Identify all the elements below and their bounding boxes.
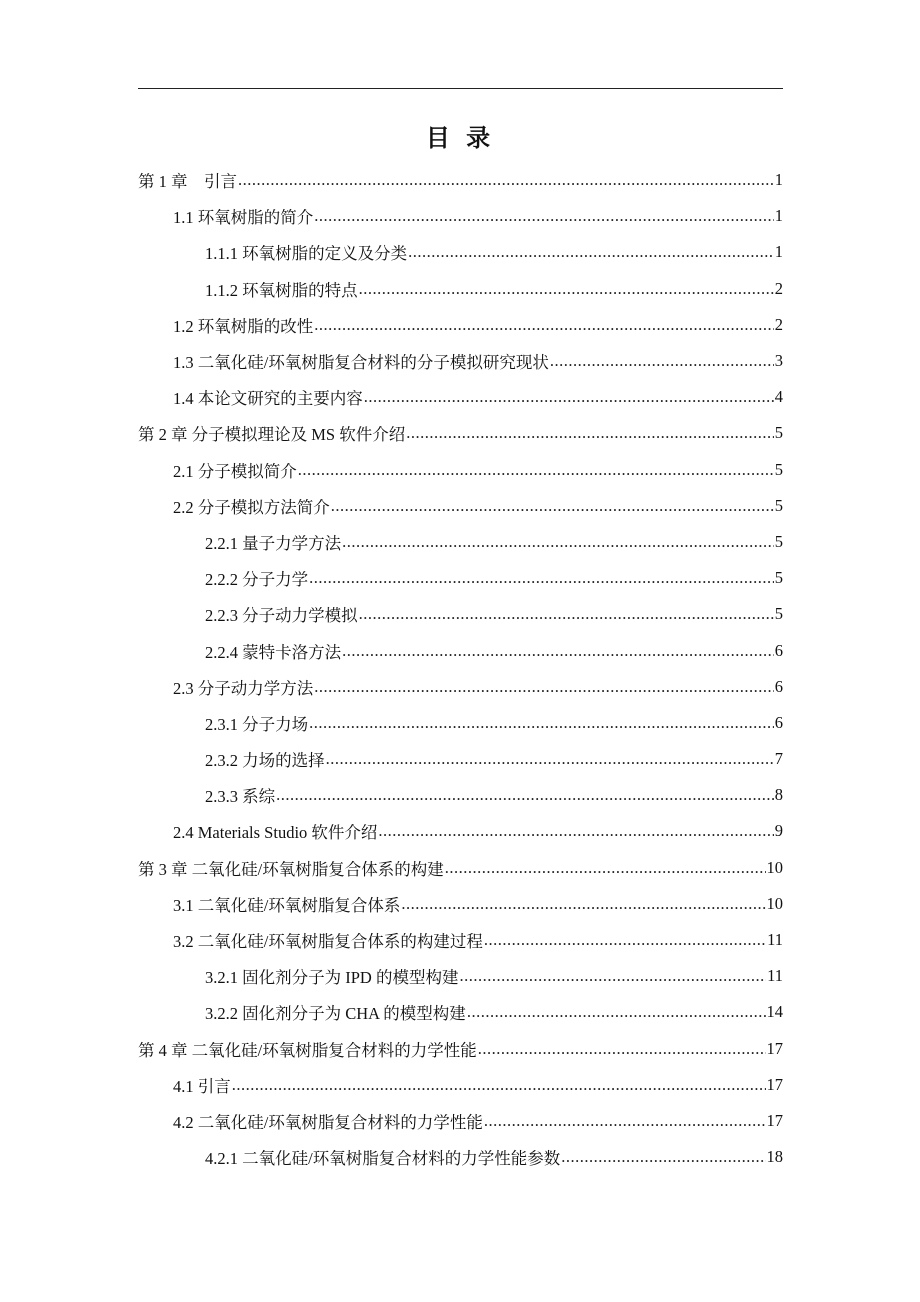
toc-entry-title: 第 4 章 二氧化硅/环氧树脂复合材料的力学性能 <box>138 1040 477 1060</box>
toc-entry[interactable] <box>138 379 783 415</box>
toc-entry-title: 3.2.1 固化剂分子为 IPD 的模型构建 <box>205 968 459 988</box>
toc-entry-title: 第 1 章 引言 <box>138 172 237 192</box>
table-of-contents <box>138 162 783 1175</box>
dot-leader <box>238 170 774 190</box>
toc-entry-title: 3.2 二氧化硅/环氧树脂复合体系的构建过程 <box>173 932 483 952</box>
toc-entry-title: 2.2 分子模拟方法简介 <box>173 497 330 517</box>
toc-entry-title: 2.3.3 系综 <box>205 787 276 807</box>
toc-entry[interactable] <box>138 307 783 343</box>
toc-entry[interactable] <box>138 343 783 379</box>
toc-entry-page-number: 17 <box>766 1110 783 1130</box>
dot-leader <box>342 641 774 661</box>
toc-entry-title: 1.1 环氧树脂的简介 <box>173 208 314 228</box>
toc-entry-page-number: 11 <box>767 966 783 986</box>
toc-entry-page-number: 5 <box>774 423 783 443</box>
toc-entry-title: 2.3 分子动力学方法 <box>173 678 314 698</box>
dot-leader <box>478 1039 766 1059</box>
dot-leader <box>401 894 765 914</box>
toc-entry-page-number: 6 <box>774 640 783 660</box>
toc-entry-title: 第 3 章 二氧化硅/环氧树脂复合体系的构建 <box>138 859 444 879</box>
toc-entry-title: 第 2 章 分子模拟理论及 MS 软件介绍 <box>138 425 406 445</box>
toc-entry[interactable] <box>138 1139 783 1175</box>
toc-entry-title: 2.4 Materials Studio 软件介绍 <box>173 823 378 843</box>
dot-leader <box>408 242 774 262</box>
dot-leader <box>298 460 774 480</box>
toc-entry-title: 1.1.1 环氧树脂的定义及分类 <box>205 244 408 264</box>
toc-entry-page-number: 8 <box>774 785 783 805</box>
dot-leader <box>484 930 766 950</box>
toc-entry-title: 2.3.1 分子力场 <box>205 714 309 734</box>
toc-entry[interactable] <box>138 234 783 270</box>
toc-entry-page-number: 5 <box>774 604 783 624</box>
toc-entry-title: 2.2.3 分子动力学模拟 <box>205 606 358 626</box>
toc-entry[interactable] <box>138 1031 783 1067</box>
toc-entry-page-number: 5 <box>774 459 783 479</box>
toc-entry-page-number: 10 <box>766 857 783 877</box>
toc-entry-page-number: 4 <box>774 387 783 407</box>
dot-leader <box>314 206 774 226</box>
dot-leader <box>459 966 766 986</box>
toc-entry-title: 2.2.2 分子力学 <box>205 570 309 590</box>
toc-entry-page-number: 5 <box>774 568 783 588</box>
toc-entry-page-number: 3 <box>774 351 783 371</box>
toc-entry[interactable] <box>138 162 783 198</box>
toc-entry[interactable] <box>138 1067 783 1103</box>
dot-leader <box>484 1111 766 1131</box>
toc-entry-page-number: 1 <box>774 242 783 262</box>
dot-leader <box>314 315 774 335</box>
dot-leader <box>326 749 774 769</box>
toc-entry[interactable] <box>138 488 783 524</box>
toc-entry[interactable] <box>138 705 783 741</box>
toc-entry-page-number: 11 <box>767 930 783 950</box>
toc-entry[interactable] <box>138 415 783 451</box>
toc-entry-page-number: 6 <box>774 712 783 732</box>
toc-entry[interactable] <box>138 994 783 1030</box>
toc-entry-page-number: 10 <box>766 893 783 913</box>
toc-entry-page-number: 5 <box>774 531 783 551</box>
dot-leader <box>550 351 774 371</box>
dot-leader <box>364 387 774 407</box>
toc-entry-page-number: 17 <box>766 1074 783 1094</box>
dot-leader <box>309 713 774 733</box>
toc-entry[interactable] <box>138 452 783 488</box>
dot-leader <box>331 496 774 516</box>
toc-entry[interactable] <box>138 524 783 560</box>
dot-leader <box>561 1147 765 1167</box>
dot-leader <box>232 1075 766 1095</box>
dot-leader <box>359 604 774 624</box>
dot-leader <box>467 1002 766 1022</box>
toc-entry-page-number: 6 <box>774 676 783 696</box>
dot-leader <box>314 677 774 697</box>
toc-entry-title: 4.2 二氧化硅/环氧树脂复合材料的力学性能 <box>173 1112 483 1132</box>
toc-entry-title: 3.2.2 固化剂分子为 CHA 的模型构建 <box>205 1004 466 1024</box>
toc-entry-page-number: 2 <box>774 314 783 334</box>
toc-entry[interactable] <box>138 850 783 886</box>
toc-entry-title: 1.3 二氧化硅/环氧树脂复合材料的分子模拟研究现状 <box>173 353 549 373</box>
toc-entry-page-number: 1 <box>774 206 783 226</box>
dot-leader <box>359 279 774 299</box>
toc-entry-title: 4.2.1 二氧化硅/环氧树脂复合材料的力学性能参数 <box>205 1149 561 1169</box>
toc-entry[interactable] <box>138 560 783 596</box>
toc-entry-title: 1.2 环氧树脂的改性 <box>173 316 314 336</box>
toc-entry[interactable] <box>138 596 783 632</box>
toc-entry[interactable] <box>138 777 783 813</box>
toc-entry-page-number: 9 <box>774 821 783 841</box>
toc-entry-title: 2.3.2 力场的选择 <box>205 751 325 771</box>
dot-leader <box>276 785 774 805</box>
toc-entry[interactable] <box>138 198 783 234</box>
dot-leader <box>406 423 774 443</box>
page-title: 目 录 <box>425 124 495 152</box>
toc-entry-title: 3.1 二氧化硅/环氧树脂复合体系 <box>173 895 401 915</box>
toc-entry[interactable] <box>138 1103 783 1139</box>
toc-entry-page-number: 1 <box>774 170 783 190</box>
dot-leader <box>445 858 766 878</box>
toc-entry[interactable] <box>138 886 783 922</box>
toc-entry-page-number: 7 <box>774 749 783 769</box>
toc-entry[interactable] <box>138 813 783 849</box>
toc-entry-title: 2.2.1 量子力学方法 <box>205 533 342 553</box>
toc-entry-title: 1.1.2 环氧树脂的特点 <box>205 280 358 300</box>
toc-entry-title: 4.1 引言 <box>173 1076 231 1096</box>
toc-entry-title: 2.1 分子模拟简介 <box>173 461 297 481</box>
dot-leader <box>309 568 774 588</box>
toc-entry-page-number: 17 <box>766 1038 783 1058</box>
toc-entry-title: 2.2.4 蒙特卡洛方法 <box>205 642 342 662</box>
toc-entry[interactable] <box>138 669 783 705</box>
dot-leader <box>378 821 773 841</box>
toc-entry[interactable] <box>138 741 783 777</box>
toc-entry[interactable] <box>138 271 783 307</box>
toc-entry-title: 1.4 本论文研究的主要内容 <box>173 389 363 409</box>
toc-entry-page-number: 18 <box>766 1147 783 1167</box>
toc-entry-page-number: 5 <box>774 495 783 515</box>
toc-entry[interactable] <box>138 922 783 958</box>
toc-entry-page-number: 14 <box>766 1002 783 1022</box>
toc-entry[interactable] <box>138 632 783 668</box>
dot-leader <box>342 532 774 552</box>
toc-entry[interactable] <box>138 958 783 994</box>
header-rule <box>138 88 783 89</box>
toc-entry-page-number: 2 <box>774 278 783 298</box>
